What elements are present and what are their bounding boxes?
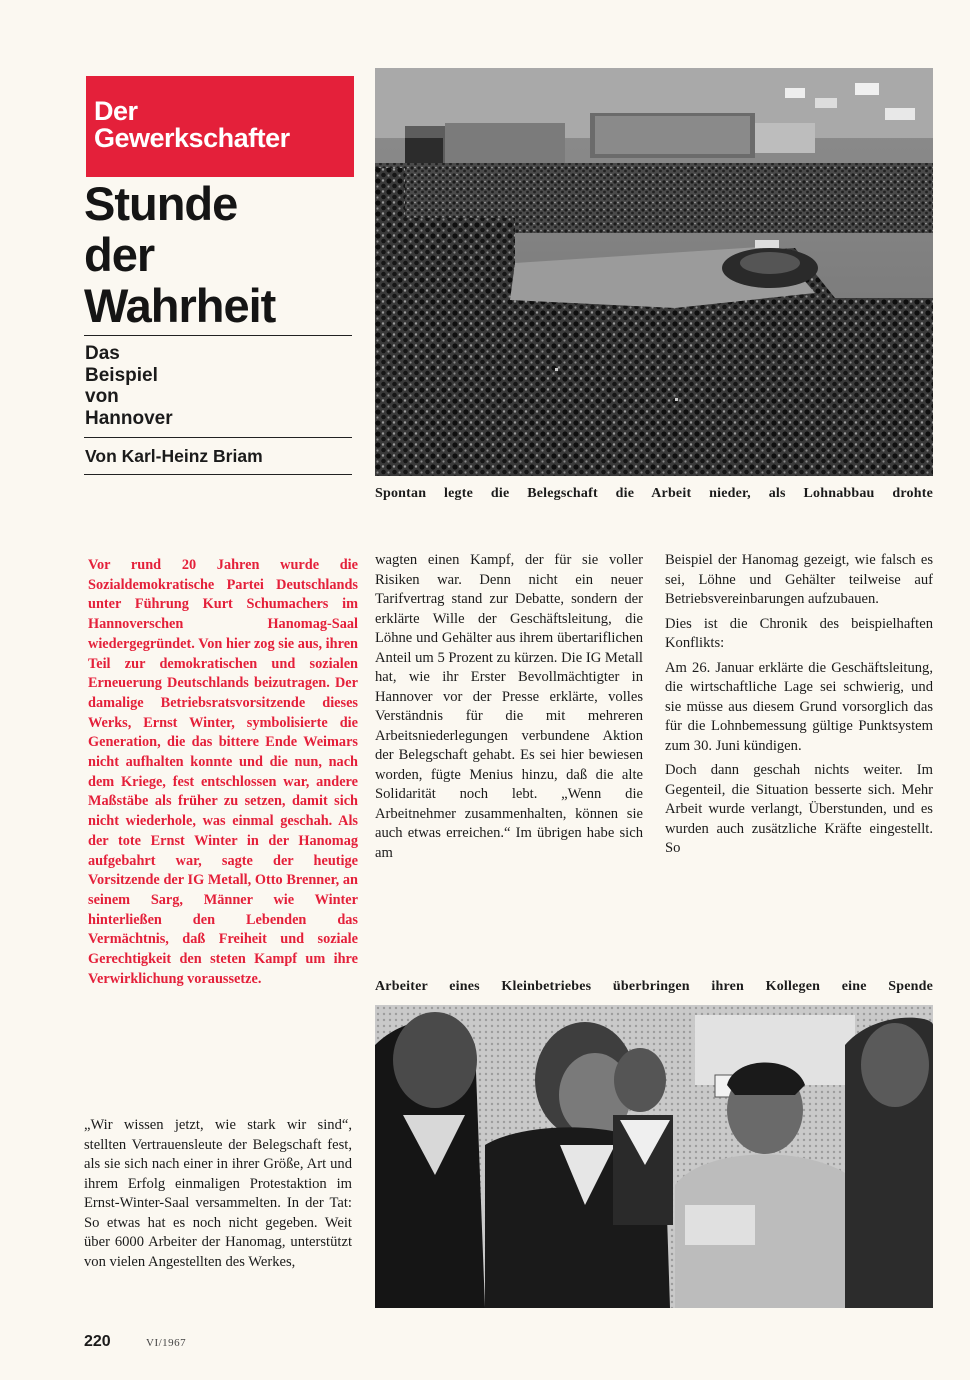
kicker-line: Gewerkschafter bbox=[94, 123, 290, 153]
body-column bbox=[665, 551, 933, 864]
headline-line: Wahrheit bbox=[84, 279, 276, 332]
headline-line: Stunde bbox=[84, 177, 238, 230]
page-number: 220 bbox=[84, 1333, 111, 1350]
body-paragraph: „Wir wissen jetzt, wie stark wir sind“, stellten Vertrauensleute der Belegschaft fest, als sie sich nach einer in ihrer Größe, Art und ihrem Erfolg einmaligen Protestaktion im Ernst-Winter-Saal versammelten. In der Tat: So etwas hat es noch nicht gegeben. Weit über 6000 Arbeiter der Hanomag, unterstützt von vielen Angestellten des Werkes, bbox=[84, 1117, 352, 1270]
headline-line: der bbox=[84, 228, 155, 281]
body-paragraph: Dies ist die Chronik des beispielhaften Konflikts: bbox=[665, 615, 933, 651]
body-column bbox=[84, 1116, 352, 1277]
divider bbox=[84, 474, 352, 475]
photo-caption: Spontan legte die Belegschaft die Arbeit nieder, als Lohnabbau drohte bbox=[375, 486, 933, 501]
body-paragraph: Doch dann geschah nichts weiter. Im Gegenteil, die Situation besserte sich. Mehr Arbeit wurde verlangt, Überstunden, und es wurden auch zusätzliche Kräfte eingestellt. So bbox=[665, 762, 933, 856]
subtitle-line: Hannover bbox=[85, 407, 173, 429]
divider bbox=[84, 437, 352, 438]
headline bbox=[84, 178, 354, 331]
subtitle-line: von bbox=[85, 386, 119, 407]
body-paragraph: Beispiel der Hanomag gezeigt, wie falsch es sei, Löhne und Gehälter teilweise auf Betriebsvereinbarungen aufzubauen. bbox=[665, 552, 933, 607]
body-column bbox=[375, 551, 643, 868]
divider bbox=[84, 335, 352, 336]
photo-caption: Arbeiter eines Kleinbetriebes überbringen ihren Kollegen eine Spende bbox=[375, 979, 933, 994]
section-kicker bbox=[86, 76, 354, 177]
subtitle-line: Das bbox=[85, 343, 120, 364]
subtitle-line: Beispiel bbox=[85, 364, 158, 386]
kicker-line: Der bbox=[94, 96, 138, 126]
lead-paragraph: Vor rund 20 Jahren wurde die Sozialdemokratische Partei Deutschlands unter Führung Kurt Schumachers im Hannoverschen Hanomag-Saal wiedergegründet. Von hier zog sie aus, ihren Teil zur demokratischen und sozialen Erneuerung Deutschlands beizutragen. Der damalige Betriebsratsvorsitzende dieses Werks, Ernst Winter, symbolisierte die Generation, die das bittere Ende Weimars nicht aufhalten konnte und die nun, nach dem Kriege, fest entschlossen war, andere Maßstäbe als früher zu setzen, damit sich nicht wiederhole, was einmal geschah. Als der tote Ernst Winter in der Hanomag aufgebahrt war, sagte der heutige Vorsitzende der IG Metall, Otto Brenner, an seinem Sarg, Männer wie Winter hinterließen den Lebenden das Vermächtnis, daß Freiheit und soziale Gerechtigkeit den steten Kampf um ihre Verwirklichung voraussetze. bbox=[88, 557, 358, 987]
byline: Von Karl-Heinz Briam bbox=[85, 446, 263, 466]
subtitle bbox=[85, 343, 345, 429]
issue-label: VI/1967 bbox=[146, 1337, 187, 1349]
body-paragraph: Am 26. Januar erklärte die Geschäftsleitung, die wirtschaftliche Lage sei schwierig, und sie müsse aus diesem Grund vorsorglich das für die Lohnbemessung gültige Punktsystem zum 30. Juni kündigen. bbox=[665, 659, 933, 754]
crowd-photo bbox=[375, 68, 933, 476]
workers-photo bbox=[375, 1005, 933, 1308]
body-paragraph: wagten einen Kampf, der für sie voller Risiken war. Denn nicht ein neuer Tarifvertrag stand zur Debatte, sondern der erklärte Wille der Geschäftsleitung, die Löhne und Gehälter aus ihrem übertariflichen Anteil um 5 Prozent zu kürzen. Die IG Metall hat, wie ihr Erster Bevollmächtigter in Hannover vor der Presse erklärte, volles Verständnis für die mit mehreren Arbeitsniederlegungen verbundene Aktion der Belegschaft gehabt. Es sei hier bewiesen worden, fügte Menius hinzu, daß die alte Solidarität noch lebt. „Wenn die Arbeitnehmer zusammenhalten, können sie auch etwas erreichen.“ Im übrigen habe sich am bbox=[375, 552, 643, 861]
